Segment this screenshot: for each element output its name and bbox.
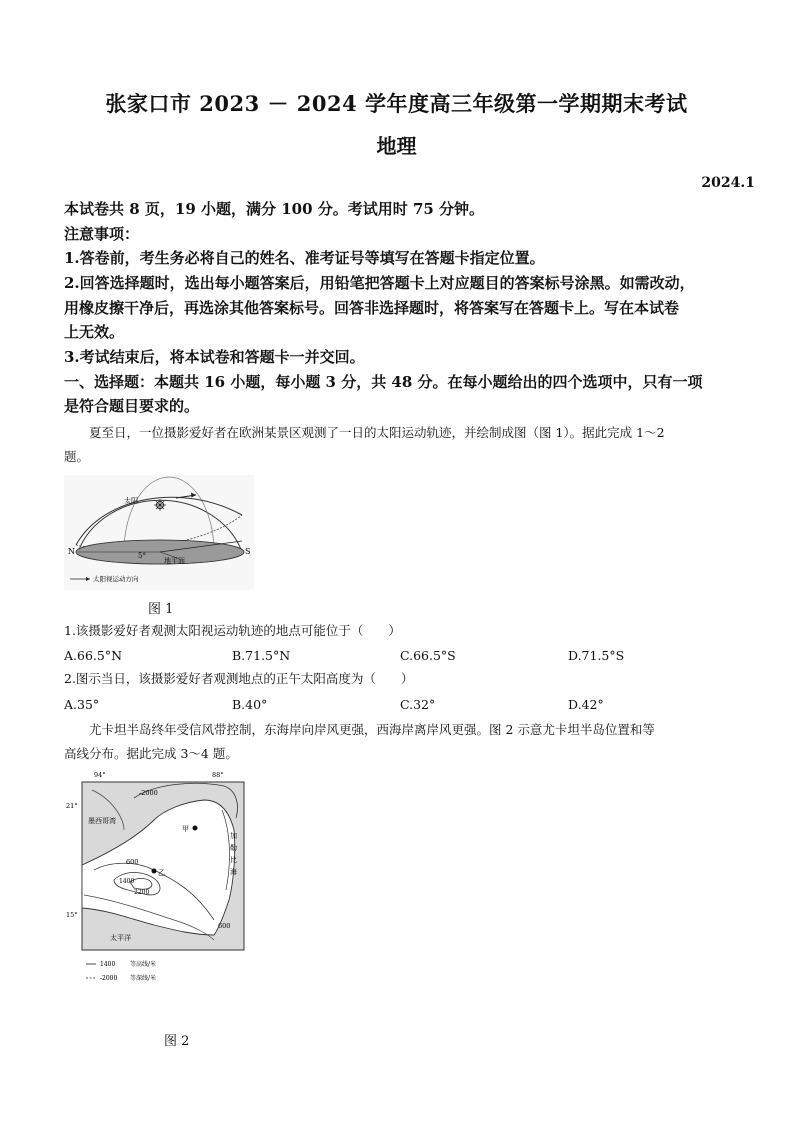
question-1-option-d[interactable]: D.71.5°S	[568, 648, 625, 663]
label-gulf-of-mexico: 墨西哥湾	[88, 817, 116, 825]
question-1-stem: 1.该摄影爱好者观测太阳视运动轨迹的地点可能位于（ ）	[64, 623, 401, 638]
legend-isobath-text: 等深线/米	[130, 975, 157, 982]
question-1-option-b[interactable]: B.71.5°N	[232, 648, 291, 663]
section-1-heading-line-2: 是符合题目要求的。	[64, 397, 200, 415]
label-angle: 5°	[138, 552, 146, 560]
question-2-option-a[interactable]: A.35°	[64, 697, 100, 712]
figure-1-caption: 图 1	[148, 602, 174, 617]
label-pacific: 太平洋	[110, 934, 131, 942]
figure-2-yucatan-map	[64, 770, 259, 990]
question-1-option-c[interactable]: C.66.5°S	[400, 648, 456, 663]
label-south: S	[245, 547, 251, 556]
notice-title: 注意事项：	[64, 225, 140, 243]
point-yi	[152, 869, 157, 874]
label-contour-600-coast: 600	[218, 922, 231, 930]
label-yi: 乙	[158, 869, 165, 877]
notice-item-2-line-2: 用橡皮擦干净后，再选涂其他答案标号。回答非选择题时，将答案写在答题卡上。写在本试卷	[64, 299, 680, 317]
exam-title: 张家口市 2023 － 2024 学年度高三年级第一学期期末考试	[105, 91, 688, 116]
label-lon-94: 94°	[94, 771, 106, 779]
figure-1-background	[64, 475, 254, 590]
legend-sun-direction: 太阳视运动方向	[93, 575, 139, 583]
label-caribbean-1: 加	[230, 832, 237, 840]
question-2-option-c[interactable]: C.32°	[400, 697, 436, 712]
passage-2-line-2: 高线分布。据此完成 3～4 题。	[64, 746, 238, 761]
notice-item-3: 3.考试结束后，将本试卷和答题卡一并交回。	[64, 348, 365, 366]
figure-2-caption: 图 2	[164, 1034, 190, 1049]
label-horizon: 地平面	[164, 557, 185, 565]
legend-isobath-value: -2000	[100, 975, 118, 982]
legend-contour-value: 1400	[100, 961, 116, 968]
question-2-stem: 2.图示当日，该摄影爱好者观测地点的正午太阳高度为（ ）	[64, 671, 414, 686]
label-north: N	[68, 547, 75, 556]
notice-item-2-line-3: 上无效。	[64, 323, 125, 341]
label-caribbean-2: 勒	[230, 844, 237, 852]
label-lat-15: 15°	[66, 911, 78, 919]
figure-1-sun-path-diagram	[64, 475, 254, 590]
passage-1-line-1: 夏至日，一位摄影爱好者在欧洲某景区观测了一日的太阳运动轨迹，并绘制成图（图 1）。据此完成 1～2	[89, 425, 665, 440]
legend-contour-text: 等高线/米	[130, 961, 157, 968]
notice-item-1: 1.答卷前，考生务必将自己的姓名、准考证号等填写在答题卡指定位置。	[64, 249, 545, 267]
subject-title: 地理	[376, 134, 417, 158]
label-jia: 甲	[182, 825, 189, 833]
notice-item-2-line-1: 2.回答选择题时，选出每小题答案后，用铅笔把答题卡上对应题目的答案标号涂黑。如需改动，	[64, 274, 695, 292]
label-caribbean-3: 比	[230, 856, 237, 864]
label-lon-88: 88°	[212, 771, 224, 779]
question-2-option-b[interactable]: B.40°	[232, 697, 268, 712]
label-caribbean-4: 海	[230, 868, 237, 876]
passage-2-line-1: 尤卡坦半岛终年受信风带控制，东海岸向岸风更强，西海岸离岸风更强。图 2 示意尤卡坦半岛位置和等	[89, 722, 655, 737]
passage-1-line-2: 题。	[64, 449, 90, 464]
section-1-heading-line-1: 一、选择题：本题共 16 小题，每小题 3 分，共 48 分。在每小题给出的四个选项中，只有一项	[64, 373, 703, 391]
point-jia	[193, 826, 198, 831]
label-lat-21: 21°	[66, 802, 78, 810]
question-2-option-d[interactable]: D.42°	[568, 697, 604, 712]
label-contour-600: 600	[126, 858, 139, 866]
label-contour-2200: 2200	[134, 889, 150, 896]
exam-date: 2024.1	[701, 175, 755, 191]
question-1-option-a[interactable]: A.66.5°N	[64, 648, 123, 663]
label-contour-1400: 1400	[119, 878, 135, 885]
exam-intro: 本试卷共 8 页，19 小题，满分 100 分。考试用时 75 分钟。	[64, 200, 485, 218]
label-sun: 太阳	[124, 497, 138, 505]
label-contour-minus-2000: -2000	[139, 789, 158, 797]
